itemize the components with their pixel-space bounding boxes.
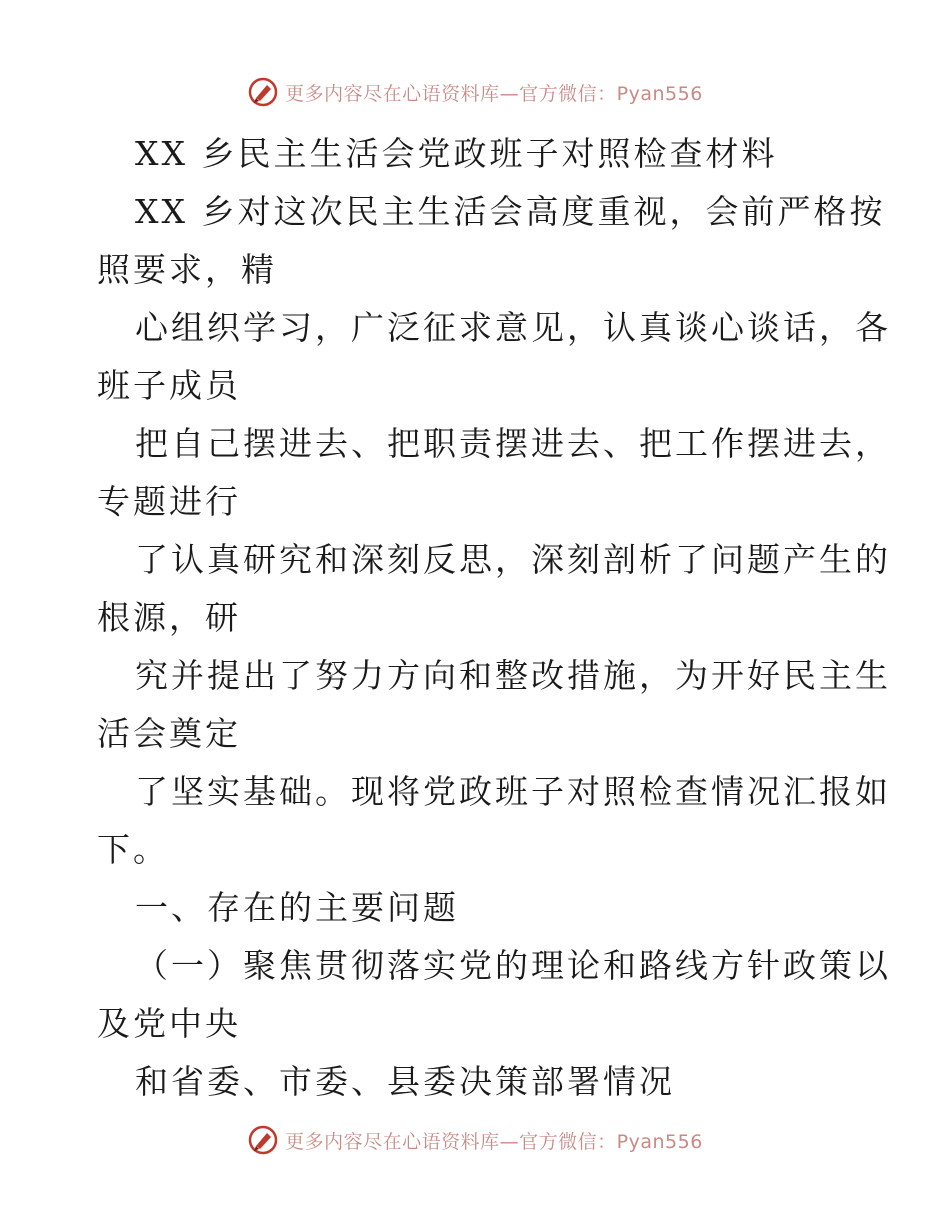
paragraph-line: 了认真研究和深刻反思，深刻剖析了问题产生的 (135, 540, 891, 579)
footer-watermark (0, 1120, 950, 1160)
paragraph-line: 了坚实基础。现将党政班子对照检查情况汇报如 (135, 772, 891, 811)
subsection-heading-continued: 及党中央 (97, 1004, 241, 1043)
watermark-text: 更多内容尽在心语资料库—官方微信：Pyan556 (285, 1130, 703, 1153)
header-watermark (0, 72, 950, 112)
pen-logo-icon (247, 76, 279, 108)
paragraph-line: 把自己摆进去、把职责摆进去、把工作摆进去， (135, 424, 891, 463)
watermark-text: 更多内容尽在心语资料库—官方微信：Pyan556 (285, 82, 703, 105)
document-title: XX 乡民主生活会党政班子对照检查材料 (135, 134, 778, 173)
subsection-heading: （一）聚焦贯彻落实党的理论和路线方针政策以 (135, 946, 891, 985)
pen-logo-icon (247, 1124, 279, 1156)
paragraph-line: XX 乡对这次民主生活会高度重视，会前严格按 (135, 192, 886, 231)
paragraph-line: 照要求，精 (97, 250, 277, 289)
document-body (97, 125, 891, 1111)
paragraph-line: 班子成员 (97, 366, 241, 405)
paragraph-line: 根源，研 (97, 598, 241, 637)
paragraph-line: 心组织学习，广泛征求意见，认真谈心谈话，各 (135, 308, 891, 347)
paragraph-line: 究并提出了努力方向和整改措施，为开好民主生 (135, 656, 891, 695)
paragraph-line: 专题进行 (97, 482, 241, 521)
subsection-heading-continued: 和省委、市委、县委决策部署情况 (135, 1062, 675, 1101)
section-heading: 一、存在的主要问题 (135, 888, 459, 927)
paragraph-line: 下。 (97, 830, 169, 869)
paragraph-line: 活会奠定 (97, 714, 241, 753)
